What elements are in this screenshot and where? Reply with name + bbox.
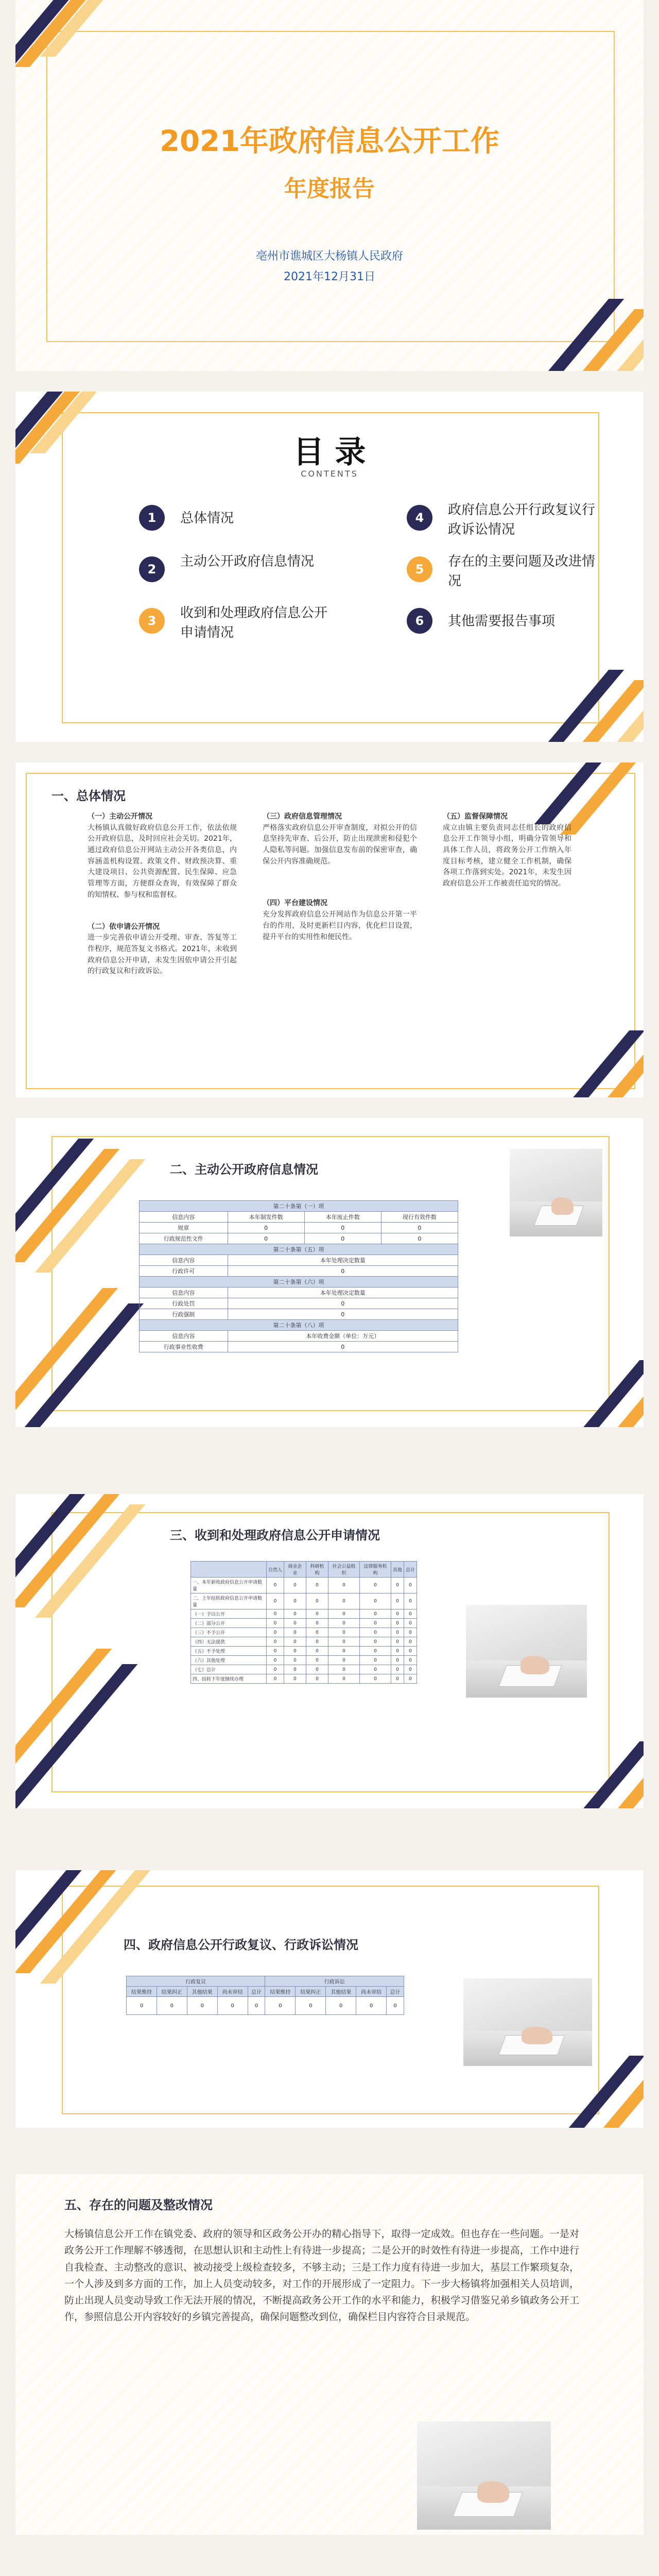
section-title: 二、主动公开政府信息情况 <box>170 1162 318 1177</box>
overview-text: 充分发挥政府信息公开网站作为信息公开第一平台的作用，及时更新栏目内容，优化栏目设置，提升平台的实用性和便民性。 <box>263 910 417 941</box>
cover-date: 2021年12月31日 <box>284 270 375 283</box>
cover-subtitle: 年度报告 <box>284 176 375 202</box>
overview-heading: （四）平台建设情况 <box>263 899 327 908</box>
table-row: （四）无法提供 0 0 0 0 0 0 0 <box>191 1637 417 1647</box>
table-row: 行政事业性收费 0 <box>140 1342 458 1352</box>
overview-text: 成立由镇主要负责同志任组长的政府信息公开工作领导小组，明确分管领导和具体工作人员，将政务公开工作纳入年度目标考核，建立健全工作机制，确保各项工作落到实处。2021年，未发生因政府信息公开工作被责任追究的情况。 <box>443 823 571 888</box>
table-header: 尚未审结 <box>356 1987 387 1997</box>
table-row: 行政处罚 0 <box>140 1298 458 1309</box>
table-row: 0 0 0 0 0 0 0 0 0 0 <box>127 1997 404 2015</box>
toc-label: 存在的主要问题及改进情况 <box>448 554 596 589</box>
table-header: 其他 <box>391 1562 404 1578</box>
apply-slide <box>15 1494 644 1808</box>
overview-heading: （二）依申请公开情况 <box>88 922 160 931</box>
table-header: 本年收费金额（单位：万元） <box>228 1331 458 1342</box>
overview-text: 大杨镇认真做好政府信息公开工作，依法依规公开政府信息，及时回应社会关切。2021年，通过政府信息公开网站主动公开各类信息，内容涵盖机构设置、政策文件、财政预决算、重大建设项目、公共资源配置、民生保障、应急管理等方面，方便群众查询，有效保障了群众的知情权、参与权和监督权。 <box>88 823 237 899</box>
table-row: 二、上年结转政府信息公开申请数量 0 0 0 0 0 0 0 <box>191 1594 417 1609</box>
table-section-header: 第二十条第（八）项 <box>140 1320 458 1331</box>
table-header: 本年废止件数 <box>304 1212 381 1223</box>
overview-heading: （五）监督保障情况 <box>443 812 508 821</box>
cover-title: 2021年政府信息公开工作 <box>160 125 499 158</box>
table-row: （六）其他处理 0 0 0 0 0 0 0 <box>191 1656 417 1665</box>
section-title: 一、总体情况 <box>51 789 126 803</box>
active-disclosure-table <box>139 1200 458 1352</box>
cover-org: 亳州市谯城区大杨镇人民政府 <box>255 250 403 263</box>
table-row: （五）不予处理 0 0 0 0 0 0 0 <box>191 1647 417 1656</box>
table-row: 行政许可 0 <box>140 1266 458 1277</box>
toc-label: 主动公开政府信息情况 <box>180 554 315 569</box>
table-header: 其他结果 <box>326 1987 356 1997</box>
review-slide <box>15 1870 644 2128</box>
overview-slide <box>15 762 644 1097</box>
table-row: （三）不予公开 0 0 0 0 0 0 0 <box>191 1628 417 1637</box>
table-header: 商业企业 <box>284 1562 306 1578</box>
table-header: 本年处理决定数量 <box>228 1287 458 1298</box>
table-section-header: 第二十条第（六）项 <box>140 1277 458 1287</box>
table-row: 行政规范性文件 0 0 0 <box>140 1233 458 1244</box>
table-header: 总计 <box>248 1987 265 1997</box>
table-header: 总计 <box>404 1562 417 1578</box>
table-header: 自然人 <box>267 1562 284 1578</box>
table-row: 行政强制 0 <box>140 1309 458 1320</box>
table-header: 尚未审结 <box>217 1987 248 1997</box>
table-section-header: 第二十条第（一）项 <box>140 1201 458 1212</box>
table-header: 信息内容 <box>140 1212 228 1223</box>
table-header: 结果纠正 <box>296 1987 326 1997</box>
toc-label: 政府信息公开行政复议行政诉讼情况 <box>448 502 596 537</box>
problems-slide <box>15 2174 644 2535</box>
table-row: 规章 0 0 0 <box>140 1223 458 1233</box>
toc-number: 4 <box>407 505 432 531</box>
table-header: 行政诉讼 <box>265 1976 404 1987</box>
toc-label: 其他需要报告事项 <box>448 614 556 629</box>
table-header: 信息内容 <box>140 1287 228 1298</box>
overview-text: 严格落实政府信息公开审查制度，对拟公开的信息坚持先审查、后公开，防止出现泄密和侵犯个人隐私等问题。加强信息发布前的保密审查，确保公开内容准确规范。 <box>263 823 417 866</box>
applications-table <box>190 1561 417 1684</box>
section-title: 五、存在的问题及整改情况 <box>64 2198 213 2212</box>
cover-slide <box>15 0 644 371</box>
table-header: 现行有效件数 <box>381 1212 458 1223</box>
section-title: 三、收到和处理政府信息公开申请情况 <box>170 1528 380 1543</box>
table-header: 总计 <box>387 1987 404 1997</box>
toc-number: 6 <box>407 608 432 634</box>
table-row: （七）总计 0 0 0 0 0 0 0 <box>191 1665 417 1674</box>
table-header: 本年制发件数 <box>228 1212 304 1223</box>
table-header: 社会公益组织 <box>328 1562 359 1578</box>
table-section-header: 第二十条第（五）项 <box>140 1244 458 1255</box>
table-header: 科研机构 <box>306 1562 328 1578</box>
section-title: 四、政府信息公开行政复议、行政诉讼情况 <box>124 1938 358 1952</box>
table-row: （一）予以公开 0 0 0 0 0 0 0 <box>191 1609 417 1619</box>
table-header: 法律服务机构 <box>359 1562 391 1578</box>
active-slide <box>15 1118 644 1427</box>
toc-label: 收到和处理政府信息公开申请情况 <box>180 605 328 640</box>
contents-slide <box>15 392 644 742</box>
toc-label: 总体情况 <box>180 511 234 526</box>
table-header: 本年处理决定数量 <box>228 1255 458 1266</box>
office-photo <box>510 1149 602 1236</box>
office-photo <box>417 2421 551 2530</box>
table-header: 信息内容 <box>140 1331 228 1342</box>
table-row: （二）部分公开 0 0 0 0 0 0 0 <box>191 1619 417 1628</box>
table-header: 结果纠正 <box>157 1987 187 1997</box>
table-row: 四、结转下年度继续办理 0 0 0 0 0 0 0 <box>191 1674 417 1684</box>
contents-title: 目 录 <box>293 434 366 470</box>
table-header: 行政复议 <box>127 1976 265 1987</box>
overview-text: 进一步完善依申请公开受理、审查、答复等工作程序，规范答复文书格式。2021年，未收到政府信息公开申请，未发生因依申请公开引起的行政复议和行政诉讼。 <box>88 934 237 976</box>
table-header: 结果维持 <box>127 1987 157 1997</box>
table-header: 信息内容 <box>140 1255 228 1266</box>
problems-text: 大杨镇信息公开工作在镇党委、政府的领导和区政务公开办的精心指导下，取得一定成效。但也存在一些问题。一是对政务公开工作理解不够透彻，在思想认识和主动性上有待进一步提高；二是公开的时效性有待进一步提高，工作中进行自我检查、主动整改的意识、被动接受上级检查较多，不够主动；三是工作力度有待进一步加大，基层工作繁琐复杂，一个人涉及到多方面的工作，加上人员变动较多，对工作的开展形成了一定阻力。下一步大杨镇将加强相关人员培训，防止出现人员变动导致工作无法开展的情况，不断提高政务公开工作的水平和能力，积极学习借鉴兄弟乡镇政务公开工作，参照信息公开内容较好的乡镇完善提高，确保问题整改到位，确保栏目内容符合目录规范。 <box>64 2228 579 2323</box>
toc-number: 2 <box>139 556 165 582</box>
review-table <box>126 1976 404 2015</box>
table-header: 其他结果 <box>187 1987 217 1997</box>
contents-subtitle: CONTENTS <box>301 469 358 479</box>
office-photo <box>466 1605 587 1698</box>
toc-number: 5 <box>407 556 432 582</box>
toc-number: 1 <box>139 505 165 531</box>
table-header: 结果维持 <box>265 1987 296 1997</box>
toc-number: 3 <box>139 608 165 634</box>
overview-heading: （一）主动公开情况 <box>88 812 152 821</box>
table-row: 一、本年新收政府信息公开申请数量 0 0 0 0 0 0 0 <box>191 1578 417 1594</box>
overview-heading: （三）政府信息管理情况 <box>263 812 342 821</box>
office-photo <box>463 1978 592 2066</box>
